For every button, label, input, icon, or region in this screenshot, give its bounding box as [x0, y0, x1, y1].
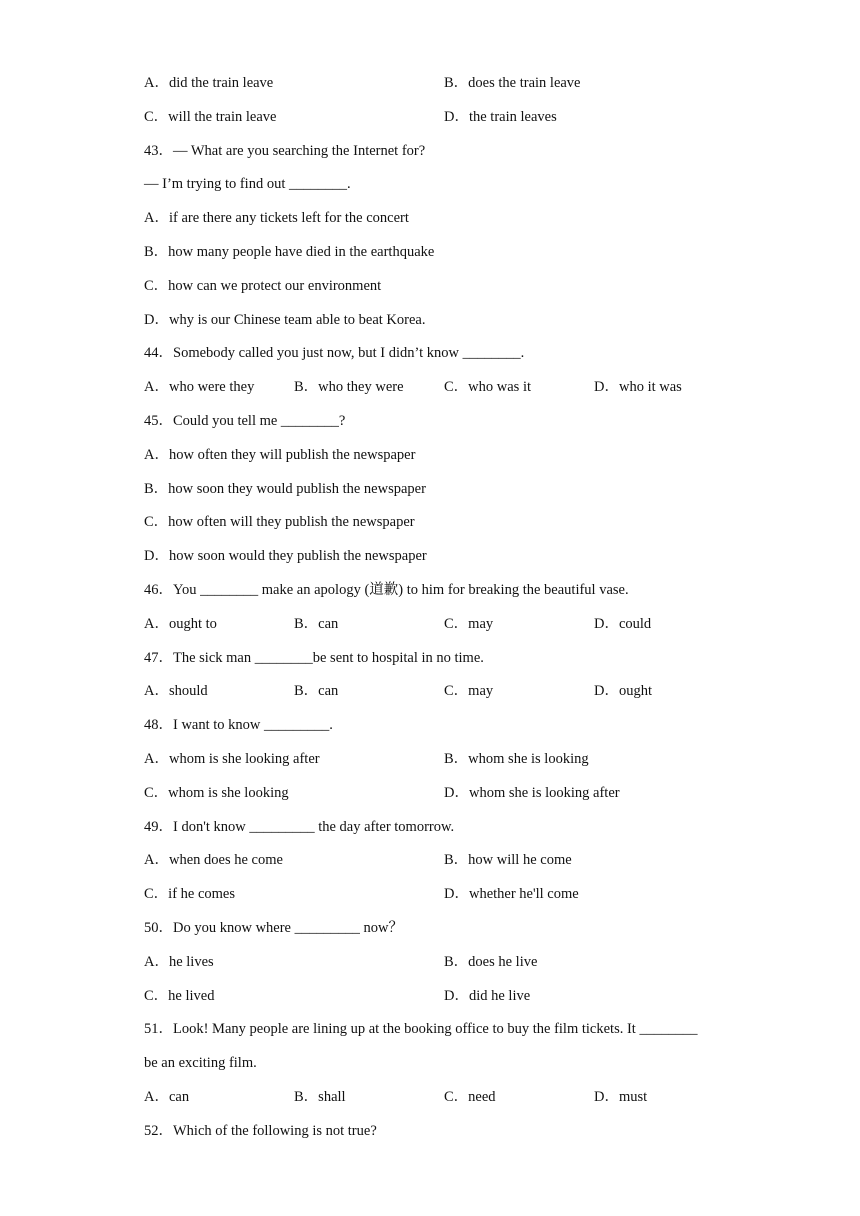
answer-option: D．did he live — [444, 988, 531, 1004]
text-line: D．why is our Chinese team able to beat Korea. — [144, 312, 426, 328]
answer-option: D．the train leaves — [444, 109, 557, 125]
answer-option: B．how will he come — [444, 852, 572, 868]
text-line: 49．I don't know _________ the day after tomorrow. — [144, 819, 455, 835]
answer-option: C．if he comes — [144, 886, 236, 902]
text-line: B．how soon they would publish the newspaper — [144, 481, 426, 497]
text-line: 47．The sick man ________be sent to hospital in no time. — [144, 650, 484, 666]
answer-option: C．whom is she looking — [144, 785, 289, 801]
text-line: 48．I want to know _________. — [144, 717, 333, 733]
answer-option: D．must — [594, 1089, 648, 1105]
answer-option: A．did the train leave — [144, 75, 274, 91]
answer-option: A．he lives — [144, 954, 214, 970]
text-line: B．how many people have died in the earthquake — [144, 244, 435, 260]
answer-option: C．may — [444, 683, 494, 699]
answer-option: B．does the train leave — [444, 75, 581, 91]
answer-option: D．whom she is looking after — [444, 785, 620, 801]
text-line: 46．You ________ make an apology (道歉) to him for breaking the beautiful vase. — [144, 582, 629, 598]
answer-option: C．need — [444, 1089, 496, 1105]
answer-option: A．ought to — [144, 616, 217, 632]
answer-option: D．whether he'll come — [444, 886, 579, 902]
answer-option: A．whom is she looking after — [144, 751, 320, 767]
answer-option: B．can — [294, 683, 339, 699]
text-line: 50．Do you know where _________ now？ — [144, 920, 403, 936]
answer-option: C．may — [444, 616, 494, 632]
text-line: C．how often will they publish the newspaper — [144, 514, 415, 530]
answer-option: A．who were they — [144, 379, 255, 395]
answer-option: C．who was it — [444, 379, 531, 395]
answer-option: A．when does he come — [144, 852, 283, 868]
text-line: be an exciting film. — [144, 1055, 257, 1071]
text-line: C．how can we protect our environment — [144, 278, 382, 294]
answer-option: C．will the train leave — [144, 109, 277, 125]
text-line: — I’m trying to find out ________. — [144, 176, 351, 192]
answer-option: A．should — [144, 683, 208, 699]
text-line: A．how often they will publish the newspaper — [144, 447, 416, 463]
answer-option: D．could — [594, 616, 652, 632]
text-line: 45．Could you tell me ________? — [144, 413, 346, 429]
answer-option: D．ought — [594, 683, 652, 699]
answer-option: B．who they were — [294, 379, 404, 395]
answer-option: B．whom she is looking — [444, 751, 589, 767]
answer-option: D．who it was — [594, 379, 682, 395]
answer-option: B．can — [294, 616, 339, 632]
text-line: D．how soon would they publish the newspaper — [144, 548, 427, 564]
text-line: 43．— What are you searching the Internet for? — [144, 143, 426, 159]
answer-option: B．shall — [294, 1089, 346, 1105]
text-line: 44．Somebody called you just now, but I didn’t know ________. — [144, 345, 525, 361]
answer-option: A．can — [144, 1089, 190, 1105]
text-line: 52．Which of the following is not true? — [144, 1123, 377, 1139]
answer-option: C．he lived — [144, 988, 215, 1004]
text-line: A．if are there any tickets left for the concert — [144, 210, 409, 226]
text-line: 51．Look! Many people are lining up at the booking office to buy the film tickets. It ________ — [144, 1021, 698, 1037]
answer-option: B．does he live — [444, 954, 538, 970]
